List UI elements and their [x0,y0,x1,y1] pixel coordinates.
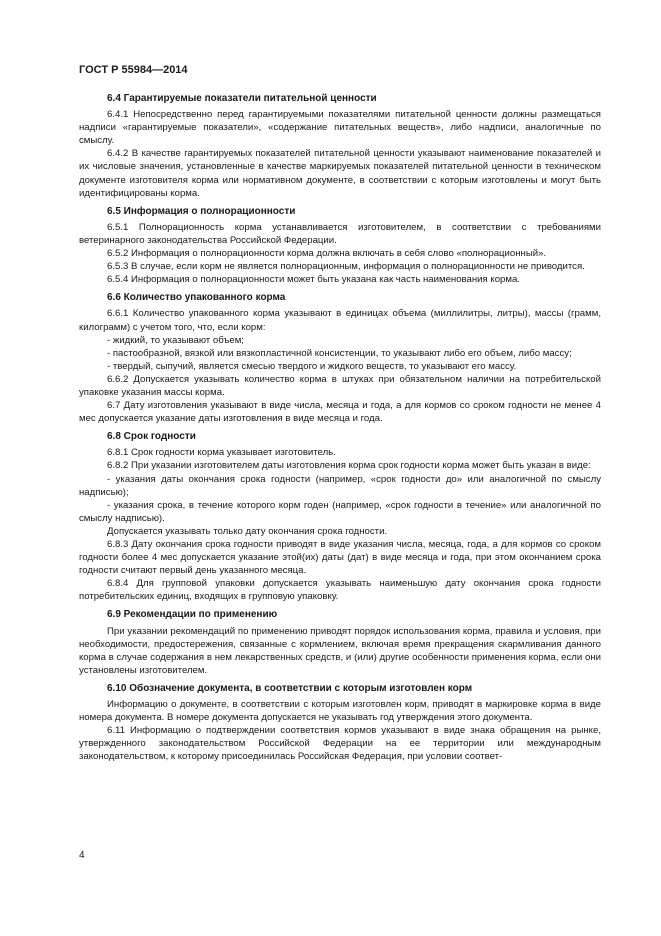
paragraph: 6.5.2 Информация о полнорационности корма должна включать в себя слово «полнорационный». [107,248,547,260]
paragraph: 6.4.2 В качестве гарантируемых показателей питательной ценности указывают наименование показателей и их числовые значения, установленные в качестве маркируемых показателей питательной ценности в техническом документе изготовителя корма или нормативном документе, в соответствии с которым изготовлены и могут быть идентифицированы корма. [79,148,601,199]
document-body [79,92,601,764]
paragraph: 6.8.2 При указании изготовителем даты изготовления корма срок годности корма может быть указан в виде: [107,460,591,472]
paragraph: 6.8.3 Дату окончания срока годности приводят в виде указания числа, месяца, года, а для кормов со сроком годности более 4 мес допускается указание этой(их) даты (дат) в виде месяца и года, при этом окончанием срока годности считают первый день указанного месяца. [79,539,601,577]
section-heading: 6.6 Количество упакованного корма [107,292,286,304]
list-item: - твердый, сыпучий, является смесью твердого и жидкого веществ, то указывают его массу. [107,360,517,372]
list-item: - жидкий, то указывают объем; [107,334,244,346]
paragraph: Допускается указывать только дату окончания срока годности. [107,525,388,537]
list-item: - пастообразной, вязкой или вязкопластичной консистенции, то указывают либо его объем, либо массу; [107,347,572,359]
paragraph: 6.5.3 В случае, если корм не является полнорационным, информация о полнорационности не приводится. [107,261,585,273]
paragraph: 6.6.2 Допускается указывать количество корма в штуках при обязательном наличии на потребительской упаковке указания массы корма. [79,373,601,398]
paragraph: 6.8.4 Для групповой упаковки допускается указывать наименьшую дату окончания срока годности потребительских единиц, входящих в групповую упаковку. [79,578,601,603]
paragraph: 6.5.4 Информация о полнорационности может быть указана как часть наименования корма. [107,274,520,286]
page-number: 4 [79,850,85,861]
list-item: - указания даты окончания срока годности (например, «срок годности до» или аналогичной по смыслу надписью); [79,473,601,498]
paragraph: При указании рекомендаций по применению приводят порядок использования корма, правила и условия, при необходимости, предостережения, связанные с кормлением, включая время прекращения скармливания данного корма в случае содержания в нем лекарственных средств, и (или) другие особенности применения корма, если они установлены изготовителем. [79,625,601,676]
section-heading: 6.10 Обозначение документа, в соответствии с которым изготовлен корм [107,682,473,694]
paragraph: 6.6.1 Количество упакованного корма указывают в единицах объема (миллилитры, литры), массы (грамм, килограмм) с учетом того, что, если корм: [79,308,601,333]
section-heading: 6.9 Рекомендации по применению [107,609,278,621]
paragraph: 6.8.1 Срок годности корма указывает изготовитель. [107,447,336,459]
paragraph: Информацию о документе, в соответствии с которым изготовлен корм, приводят в маркировке корма в виде номера документа. В номере документа допускается не указывать год утверждения этого документа. [79,699,601,724]
section-heading: 6.8 Срок годности [107,431,196,443]
paragraph: 6.4.1 Непосредственно перед гарантируемыми показателями питательной ценности должны размещаться надписи «гарантируемые показатели», «содержание питательных веществ», либо надписи, аналогичные по смыслу. [79,109,601,147]
paragraph: 6.7 Дату изготовления указывают в виде числа, месяца и года, а для кормов со сроком годности не менее 4 мес допускается указание даты изготовления в виде месяца и года. [79,400,601,425]
paragraph: 6.5.1 Полнорационность корма устанавливается изготовителем, в соответствии с требованиями ветеринарного законодательства Российской Федерации. [79,221,601,246]
list-item: - указания срока, в течение которого корм годен (например, «срок годности в течение» или аналогичной по смыслу надписью). [79,499,601,524]
paragraph: 6.11 Информацию о подтверждении соответствия кормов указывают в виде знака обращения на рынке, утвержденного законодательством Российской Федерации на ее территории или международным законодательством, к которому присоединилась Российская Федерация, при условии соответ- [79,725,601,763]
section-heading: 6.5 Информация о полнорационности [107,205,296,217]
section-heading: 6.4 Гарантируемые показатели питательной ценности [107,93,377,104]
document-header: ГОСТ Р 55984—2014 [79,64,188,76]
